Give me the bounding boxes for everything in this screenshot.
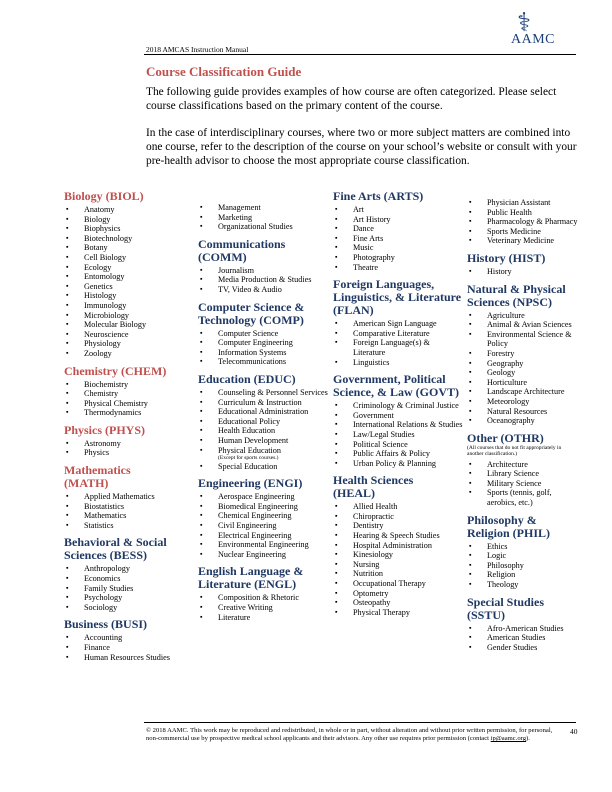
category-title: Fine Arts (ARTS) — [333, 189, 424, 203]
list-item: ▪ Curriculum & Instruction — [198, 398, 328, 408]
category-title: Behavioral & Social Sciences (BESS) — [64, 535, 167, 563]
list-item: ▪ Criminology & Criminal Justice — [333, 401, 463, 411]
list-item: ▪ Comparative Literature — [333, 329, 463, 339]
category-busi-continued — [198, 203, 328, 232]
category-npsc — [467, 283, 579, 426]
category-title: Health Sciences (HEAL) — [333, 473, 414, 501]
list-item: ▪ Linguistics — [333, 358, 463, 368]
category-flan — [333, 278, 463, 367]
category-list — [467, 624, 579, 653]
category-list — [64, 439, 194, 458]
list-item: ▪ Animal & Avian Sciences — [467, 320, 579, 330]
list-item: ▪ Genetics — [64, 282, 194, 292]
list-item: ▪ Immunology — [64, 301, 194, 311]
category-list — [333, 205, 463, 272]
category-title: Special Studies (SSTU) — [467, 594, 545, 622]
list-item: ▪ Art — [333, 205, 463, 215]
category-engl — [198, 565, 328, 622]
list-item: ▪ Biology — [64, 215, 194, 225]
list-item: ▪ Allied Health — [333, 502, 463, 512]
category-title: History (HIST) — [467, 250, 546, 265]
category-chem — [64, 365, 194, 418]
list-item: ▪ Information Systems — [198, 348, 328, 358]
list-item: ▪ Cell Biology — [64, 253, 194, 263]
list-item: ▪ Physics — [64, 448, 194, 458]
list-item: ▪ Veterinary Medicine — [467, 236, 579, 246]
category-list — [64, 564, 194, 612]
category-govt — [333, 373, 463, 468]
category-heal-continued — [467, 198, 579, 246]
manual-title: 2018 AMCAS Instruction Manual — [146, 45, 249, 54]
page-title: Course Classification Guide — [146, 64, 302, 79]
interdisciplinary-paragraph: In the case of interdisciplinary courses, where two or more subject matters are combined into one course, refer to the description of the course on your school’s website or consult with your pre-health advisor to choose the most appropriate course classification. — [146, 127, 577, 167]
list-item: ▪ Hearing & Speech Studies — [333, 531, 463, 541]
category-comm — [198, 238, 328, 295]
category-arts — [333, 190, 463, 272]
list-item: ▪ Sociology — [64, 603, 194, 613]
list-item: ▪ Biomedical Engineering — [198, 502, 328, 512]
contact-email-link[interactable]: ip@aamc.org — [490, 735, 527, 742]
list-item: ▪ Urban Policy & Planning — [333, 459, 463, 469]
list-item: ▪ Foreign Language(s) & Literature — [333, 338, 463, 357]
list-item: ▪ Biophysics — [64, 224, 194, 234]
list-item: ▪ Architecture — [467, 460, 579, 470]
category-title: Biology (BIOL) — [64, 189, 144, 203]
list-item: ▪ Civil Engineering — [198, 521, 328, 531]
category-sstu — [467, 596, 579, 653]
list-item: ▪ Sports (tennis, golf, aerobics, etc.) — [467, 488, 579, 507]
list-item: ▪ Meteorology — [467, 397, 579, 407]
list-item: ▪ Environmental Science & Policy — [467, 330, 579, 349]
list-item: ▪ Finance — [64, 643, 194, 653]
list-item: ▪ Kinesiology — [333, 550, 463, 560]
list-item: ▪ Mathematics — [64, 511, 194, 521]
category-math — [64, 464, 194, 530]
list-item: ▪ Theology — [467, 580, 579, 590]
list-item: ▪ Religion — [467, 570, 579, 580]
list-item: ▪ Hospital Administration — [333, 541, 463, 551]
category-list — [467, 267, 579, 277]
category-title: Engineering (ENGI) — [198, 476, 303, 491]
list-item: ▪ Forestry — [467, 349, 579, 359]
category-list — [198, 329, 328, 367]
category-list — [64, 492, 194, 530]
list-item: ▪ Government — [333, 411, 463, 421]
list-item: ▪ Public Health — [467, 208, 579, 218]
category-bess — [64, 536, 194, 612]
list-item: ▪ Chemical Engineering — [198, 511, 328, 521]
category-engi — [198, 477, 328, 559]
list-item: ▪ Sports Medicine — [467, 227, 579, 237]
list-item: ▪ Art History — [333, 215, 463, 225]
list-item: ▪ Health Education — [198, 426, 328, 436]
list-item: ▪ Biostatistics — [64, 502, 194, 512]
list-item: ▪ Horticulture — [467, 378, 579, 388]
list-item: ▪ Creative Writing — [198, 603, 328, 613]
list-item: ▪ Counseling & Personnel Services — [198, 388, 328, 398]
category-list — [198, 492, 328, 559]
list-item: ▪ Applied Mathematics — [64, 492, 194, 502]
list-item: ▪ Human Development — [198, 436, 328, 446]
list-item: ▪ Thermodynamics — [64, 408, 194, 418]
list-item: ▪ Human Resources Studies — [64, 653, 194, 663]
list-item: ▪ Geography — [467, 359, 579, 369]
list-item-text: Physical Education — [218, 445, 281, 455]
category-title: Communications (COMM) — [198, 236, 286, 264]
list-item: ▪ Psychology — [64, 593, 194, 603]
list-item: ▪ Organizational Studies — [198, 222, 328, 232]
list-item: ▪ American Sign Language — [333, 319, 463, 329]
list-item: ▪ Educational Administration — [198, 407, 328, 417]
list-item: ▪ Chiropractic — [333, 512, 463, 522]
category-list — [64, 380, 194, 418]
list-item: ▪ Media Production & Studies — [198, 275, 328, 285]
category-title: Government, Political Science, & Law (GOVT) — [333, 372, 459, 400]
column-2 — [198, 201, 328, 628]
list-item: ▪ Literature — [198, 613, 328, 623]
list-item: ▪ Statistics — [64, 521, 194, 531]
list-item: ▪ Theatre — [333, 263, 463, 273]
list-item: ▪ Nutrition — [333, 569, 463, 579]
list-item: ▪ Electrical Engineering — [198, 531, 328, 541]
list-item: ▪ Telecommunications — [198, 357, 328, 367]
list-item: ▪ Philosophy — [467, 561, 579, 571]
list-item: ▪ Biochemistry — [64, 380, 194, 390]
category-educ — [198, 373, 328, 471]
list-item: ▪ Special Education — [198, 462, 328, 472]
list-item: ▪ Biotechnology — [64, 234, 194, 244]
category-busi — [64, 618, 194, 662]
list-item: ▪ Ethics — [467, 542, 579, 552]
list-item — [198, 446, 328, 462]
list-item: ▪ TV, Video & Audio — [198, 285, 328, 295]
page-number: 40 — [570, 727, 578, 736]
category-list — [198, 266, 328, 295]
category-list — [467, 311, 579, 426]
category-list — [333, 319, 463, 367]
list-item: ▪ Physiology — [64, 339, 194, 349]
list-item: ▪ Oceanography — [467, 416, 579, 426]
othr-note: (All courses that do not fit appropriately in another classification.) — [467, 444, 562, 458]
list-item: ▪ Natural Resources — [467, 407, 579, 417]
list-item: ▪ Aerospace Engineering — [198, 492, 328, 502]
footer-divider — [144, 722, 576, 723]
category-heal — [333, 474, 463, 617]
list-item: ▪ Gender Studies — [467, 643, 579, 653]
category-list — [198, 203, 328, 232]
list-item: ▪ Law/Legal Studies — [333, 430, 463, 440]
copyright-notice — [146, 727, 566, 743]
list-item: ▪ Computer Science — [198, 329, 328, 339]
list-item: ▪ Microbiology — [64, 311, 194, 321]
list-item: ▪ Neuroscience — [64, 330, 194, 340]
category-list — [333, 401, 463, 468]
category-title: Computer Science & Technology (COMP) — [198, 299, 305, 327]
list-item: ▪ Public Affairs & Policy — [333, 449, 463, 459]
list-item: ▪ Educational Policy — [198, 417, 328, 427]
category-title: Chemistry (CHEM) — [64, 363, 167, 378]
list-item: ▪ Marketing — [198, 213, 328, 223]
copyright-text: © 2018 AAMC. This work may be reproduced and redistributed, in whole or in part, without alteration and without prior written permission, for personal, non-commercial use by prospective medical school applicants and their advisors. Any other use requires prior permission (contact — [146, 727, 553, 742]
column-3 — [333, 190, 463, 623]
list-item: ▪ Nuclear Engineering — [198, 550, 328, 560]
list-item: ▪ Botany — [64, 243, 194, 253]
intro-paragraph: The following guide provides examples of how course are often categorized. Please select course classifications based on the primary content of the course. — [146, 86, 557, 112]
list-item: ▪ Astronomy — [64, 439, 194, 449]
list-item: ▪ Ecology — [64, 263, 194, 273]
list-item: ▪ American Studies — [467, 633, 579, 643]
category-title: Natural & Physical Sciences (NPSC) — [467, 281, 566, 309]
category-title: Physics (PHYS) — [64, 422, 145, 437]
list-item: ▪ Dance — [333, 224, 463, 234]
list-item: ▪ Afro-American Studies — [467, 624, 579, 634]
category-title: English Language & Literature (ENGL) — [198, 564, 304, 592]
list-item: ▪ Military Science — [467, 479, 579, 489]
category-hist — [467, 252, 579, 277]
aamc-logo — [511, 8, 581, 52]
category-list — [467, 460, 579, 508]
list-item: ▪ Composition & Rhetoric — [198, 593, 328, 603]
list-item: ▪ Accounting — [64, 633, 194, 643]
logo-text: AAMC — [511, 32, 556, 47]
list-item: ▪ Nursing — [333, 560, 463, 570]
category-biol — [64, 190, 194, 359]
list-item: ▪ Landscape Architecture — [467, 387, 579, 397]
list-item: ▪ Molecular Biology — [64, 320, 194, 330]
category-list — [333, 502, 463, 617]
category-list — [64, 205, 194, 359]
list-item: ▪ Anthropology — [64, 564, 194, 574]
list-item: ▪ Physical Therapy — [333, 608, 463, 618]
list-item: ▪ Computer Engineering — [198, 338, 328, 348]
list-item: ▪ Osteopathy — [333, 598, 463, 608]
list-item: ▪ Physical Chemistry — [64, 399, 194, 409]
list-item: ▪ Physician Assistant — [467, 198, 579, 208]
list-item: ▪ Photography — [333, 253, 463, 263]
list-item: ▪ Chemistry — [64, 389, 194, 399]
list-item: ▪ Logic — [467, 551, 579, 561]
column-1 — [64, 190, 194, 668]
list-item: ▪ Dentistry — [333, 521, 463, 531]
list-item: ▪ Zoology — [64, 349, 194, 359]
category-phys — [64, 424, 194, 458]
list-item: ▪ Optometry — [333, 589, 463, 599]
list-item: ▪ International Relations & Studies — [333, 420, 463, 430]
list-item: ▪ Music — [333, 243, 463, 253]
list-item: ▪ Entomology — [64, 272, 194, 282]
category-title: Business (BUSI) — [64, 617, 148, 632]
list-item: ▪ Environmental Engineering — [198, 540, 328, 550]
header-divider — [144, 54, 576, 55]
category-othr — [467, 432, 579, 508]
list-item: ▪ History — [467, 267, 579, 277]
pe-note: (Except for sports courses.) — [218, 455, 279, 462]
category-title: Mathematics (MATH) — [64, 463, 131, 491]
list-item: ▪ Pharmacology & Pharmacy — [467, 217, 579, 227]
category-title: Philosophy & Religion (PHIL) — [467, 512, 550, 540]
list-item: ▪ Histology — [64, 291, 194, 301]
list-item: ▪ Geology — [467, 368, 579, 378]
category-list — [64, 633, 194, 662]
list-item: ▪ Political Science — [333, 440, 463, 450]
category-list — [467, 198, 579, 246]
category-title: Other (OTHR) — [467, 430, 544, 445]
list-item: ▪ Anatomy — [64, 205, 194, 215]
category-phil — [467, 514, 579, 590]
caduceus-icon: ⚕ — [517, 8, 532, 38]
category-list — [198, 593, 328, 622]
copyright-close: ). — [526, 735, 530, 742]
category-title: Foreign Languages, Linguistics, & Literature (FLAN) — [333, 277, 462, 318]
list-item: ▪ Management — [198, 203, 328, 213]
category-title: Education (EDUC) — [198, 371, 296, 386]
list-item: ▪ Family Studies — [64, 584, 194, 594]
list-item: ▪ Fine Arts — [333, 234, 463, 244]
category-comp — [198, 301, 328, 367]
list-item: ▪ Journalism — [198, 266, 328, 276]
list-item: ▪ Economics — [64, 574, 194, 584]
category-list — [198, 388, 328, 471]
list-item: ▪ Library Science — [467, 469, 579, 479]
list-item: ▪ Agriculture — [467, 311, 579, 321]
category-list — [467, 542, 579, 590]
column-4 — [467, 196, 579, 658]
list-item: ▪ Occupational Therapy — [333, 579, 463, 589]
